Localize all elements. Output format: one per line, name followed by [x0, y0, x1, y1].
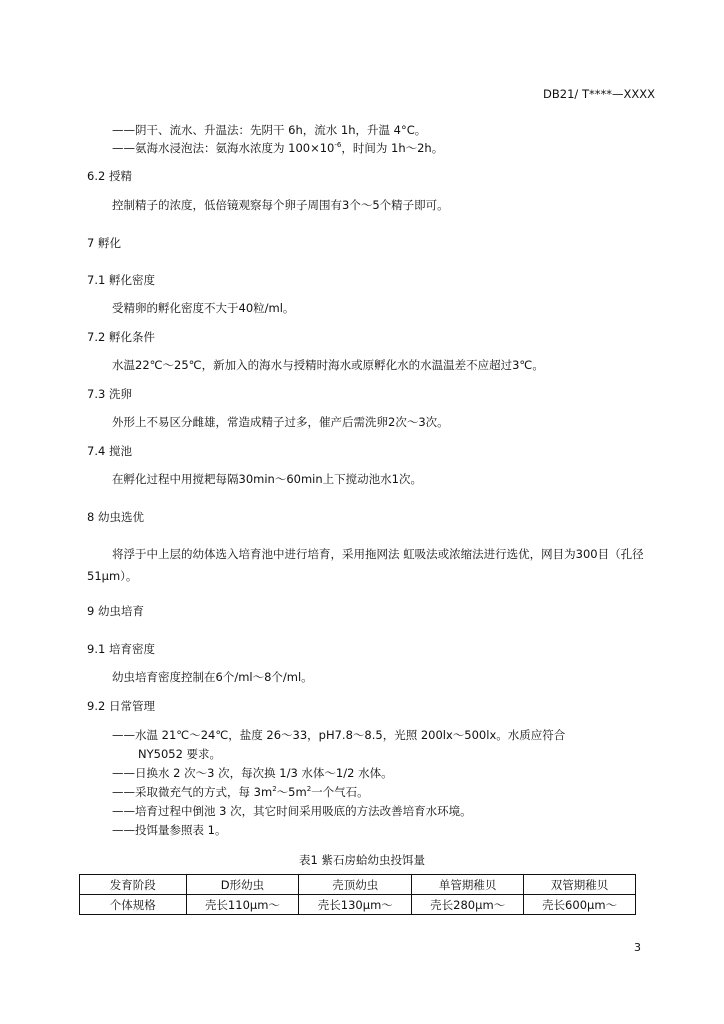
management-item-feeding-reference: ——投饵量参照表 1。	[112, 823, 227, 837]
section-7-4-title: 7.4 搅池	[87, 444, 132, 458]
table-cell: 壳长130μm～	[299, 895, 412, 915]
table-header-cell: 发育阶段	[80, 875, 187, 895]
section-7-title: 7 孵化	[87, 236, 121, 250]
section-6-2-title: 6.2 授精	[87, 169, 132, 183]
method-item-ammonia-soak-tail: ，时间为 1h～2h。	[341, 141, 444, 155]
feeding-table	[79, 874, 636, 915]
superscript-two: 2	[306, 785, 312, 793]
table-cell: 壳长110μm～	[186, 895, 299, 915]
method-item-ammonia-soak	[112, 140, 443, 156]
section-7-4-body: 在孵化过程中用搅耙每隔30min～60min上下搅动池水1次。	[112, 472, 422, 486]
page-number: 3	[634, 941, 641, 954]
section-7-1-title: 7.1 孵化密度	[87, 273, 155, 287]
table-header-row	[80, 875, 636, 895]
table-header-cell: 壳顶幼虫	[299, 875, 412, 895]
aeration-text-b: ～5m	[276, 785, 307, 799]
management-item-aeration	[112, 784, 369, 800]
section-7-3-body: 外形上不易区分雌雄，常造成精子过多，催产后需洗卵2次～3次。	[112, 415, 449, 429]
section-8-body: 将浮于中上层的幼体选入培育池中进行培育，采用拖网法 虹吸法或浓缩法进行选优，网目为300目（孔径51μm）。	[87, 547, 644, 583]
section-7-1-body: 受精卵的孵化密度不大于40粒/ml。	[112, 301, 295, 315]
management-item-pool-transfer: ——培育过程中倒池 3 次，其它时间采用吸底的方法改善培育水环境。	[112, 804, 472, 818]
section-6-2-body: 控制精子的浓度，低倍镜观察每个卵子周围有3个～5个精子即可。	[112, 198, 449, 212]
section-7-2-body: 水温22℃～25℃，新加入的海水与授精时海水或原孵化水的水温温差不应超过3℃。	[112, 358, 544, 372]
table-header-cell: D形幼虫	[186, 875, 299, 895]
table-cell: 壳长600μm～	[524, 895, 636, 915]
management-item-water-quality-cont: NY5052 要求。	[138, 747, 222, 761]
aeration-text-a: ——采取微充气的方式，每 3m	[112, 785, 273, 799]
section-7-3-title: 7.3 洗卵	[87, 387, 132, 401]
section-9-title: 9 幼虫培育	[87, 604, 144, 618]
method-item-dry-flow-heat: ——阴干、流水、升温法：先阴干 6h，流水 1h，升温 4°C。	[112, 123, 427, 137]
table-header-cell: 单管期稚贝	[412, 875, 524, 895]
section-8-title: 8 幼虫选优	[87, 510, 144, 524]
superscript-two: 2	[272, 785, 277, 793]
section-9-1-body: 幼虫培育密度控制在6个/ml～8个/ml。	[112, 670, 313, 684]
table-caption: 表1 紫石房蛤幼虫投饵量	[299, 853, 425, 867]
table-cell: 壳长280μm～	[412, 895, 524, 915]
method-item-ammonia-soak-text: ——氨海水浸泡法：氨海水浓度为 100×10	[112, 141, 335, 155]
section-7-2-title: 7.2 孵化条件	[87, 330, 155, 344]
aeration-text-c: 一个气石。	[311, 785, 369, 799]
document-code: DB21/ T****—XXXX	[543, 87, 655, 101]
section-9-2-title: 9.2 日常管理	[87, 699, 155, 713]
table-row	[80, 895, 636, 915]
superscript-minus-six: -6	[334, 141, 342, 149]
management-item-water-exchange: ——日换水 2 次～3 次，每次换 1/3 水体～1/2 水体。	[112, 766, 393, 780]
section-9-1-title: 9.1 培育密度	[87, 642, 155, 656]
management-item-water-quality: ——水温 21℃～24℃，盐度 26～33，pH7.8～8.5，光照 200lx～500lx。水质应符合	[112, 728, 566, 742]
table-cell: 个体规格	[80, 895, 187, 915]
table-header-cell: 双管期稚贝	[524, 875, 636, 895]
